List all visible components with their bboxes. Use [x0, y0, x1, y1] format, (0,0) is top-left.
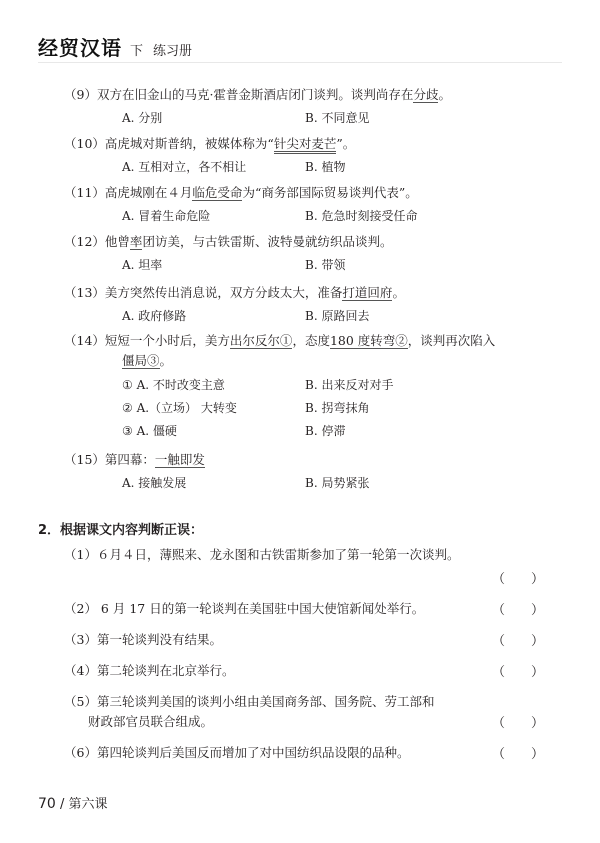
- judgment-statement-4: （4）第二轮谈判在北京举行。: [64, 663, 235, 678]
- term-underlined: 率: [129, 234, 143, 249]
- option-b: B. 停滞: [305, 424, 346, 438]
- book-volume: 下: [130, 44, 144, 59]
- page-footer: [38, 793, 107, 812]
- judgment-statement-6: （6）第四轮谈判后美国反而增加了对中国纺织品设限的品种。: [64, 745, 410, 760]
- question-stem: （11）高虎城刚在４月临危受命为“商务部国际贸易谈判代表”。: [64, 185, 418, 200]
- question-stem: （13）美方突然传出消息说，双方分歧太大，准备打道回府。: [64, 285, 405, 300]
- option-b: B. 植物: [305, 160, 346, 174]
- answer-blank-5[interactable]: （ ）: [492, 716, 545, 731]
- page-number: 70: [38, 796, 56, 812]
- section-title: 2．根据课文内容判断正误：: [38, 523, 204, 538]
- option-a: A. 互相对立，各不相让: [122, 160, 247, 174]
- judgment-statement-1: （1）６月４日，薄熙来、龙永图和古铁雷斯参加了第一轮第一次谈判。: [64, 547, 460, 562]
- option-b: B. 不同意见: [305, 111, 370, 125]
- option-a: ③ A. 僵硬: [122, 424, 177, 438]
- term-underlined: 打道回府: [342, 285, 393, 300]
- answer-blank-4[interactable]: （ ）: [492, 665, 545, 680]
- answer-blank-3[interactable]: （ ）: [492, 634, 545, 649]
- option-b: B. 出来反对对手: [305, 378, 394, 392]
- question-stem: （12）他曾率团访美，与古铁雷斯、波特曼就纺织品谈判。: [64, 234, 393, 249]
- judgment-statement-5: （5）第三轮谈判美国的谈判小组由美国商务部、国务院、劳工部和: [64, 694, 435, 709]
- term-underlined: 临危受命: [192, 185, 243, 200]
- question-stem: （10）高虎城对斯普纳，被媒体称为“针尖对麦芒”。: [64, 135, 355, 153]
- book-title: 经贸汉语: [38, 36, 122, 60]
- book-subtitle: 练习册: [153, 44, 193, 59]
- answer-blank-6[interactable]: （ ）: [492, 747, 545, 762]
- running-header: [38, 32, 192, 61]
- judgment-statement-3: （3）第一轮谈判没有结果。: [64, 632, 222, 647]
- header-rule: [38, 62, 562, 63]
- option-b: B. 拐弯抹角: [305, 401, 370, 415]
- option-b: B. 危急时刻接受任命: [305, 209, 418, 223]
- option-b: B. 局势紧张: [305, 476, 370, 490]
- option-a: A. 分别: [122, 111, 163, 125]
- question-stem: （14）短短一个小时后，美方出尔反尔①，态度180 度转弯②，谈判再次陷入: [64, 333, 496, 348]
- term-underlined: 180 度转弯②: [329, 333, 408, 348]
- term-underlined: 分歧: [413, 87, 439, 102]
- option-a: A. 政府修路: [122, 309, 187, 323]
- option-b: B. 带领: [305, 258, 346, 272]
- option-b: B. 原路回去: [305, 309, 370, 323]
- answer-blank-2[interactable]: （ ）: [492, 603, 545, 618]
- question-stem: （15）第四幕：一触即发: [64, 452, 205, 467]
- question-stem: （9）双方在旧金山的马克·霍普金斯酒店闭门谈判。谈判尚存在分歧。: [64, 87, 451, 102]
- option-a: A. 坦率: [122, 258, 163, 272]
- term-underlined: 针尖对麦芒: [274, 136, 337, 154]
- option-a: A. 冒着生命危险: [122, 209, 211, 223]
- term-underlined: 僵局③: [122, 353, 160, 368]
- judgment-statement-2: （2） 6 月 17 日的第一轮谈判在美国驻中国大使馆新闻处举行。: [64, 601, 425, 616]
- judgment-statement-5-cont: 财政部官员联合组成。: [88, 714, 214, 729]
- term-underlined: 出尔反尔①: [229, 333, 293, 348]
- option-a: ① A. 不时改变主意: [122, 378, 225, 392]
- lesson-label: / 第六课: [55, 797, 108, 812]
- option-a: A. 接触发展: [122, 476, 187, 490]
- term-underlined: 一触即发: [154, 452, 205, 467]
- answer-blank-1[interactable]: （ ）: [492, 572, 545, 587]
- option-a: ② A.（立场） 大转变: [122, 401, 237, 415]
